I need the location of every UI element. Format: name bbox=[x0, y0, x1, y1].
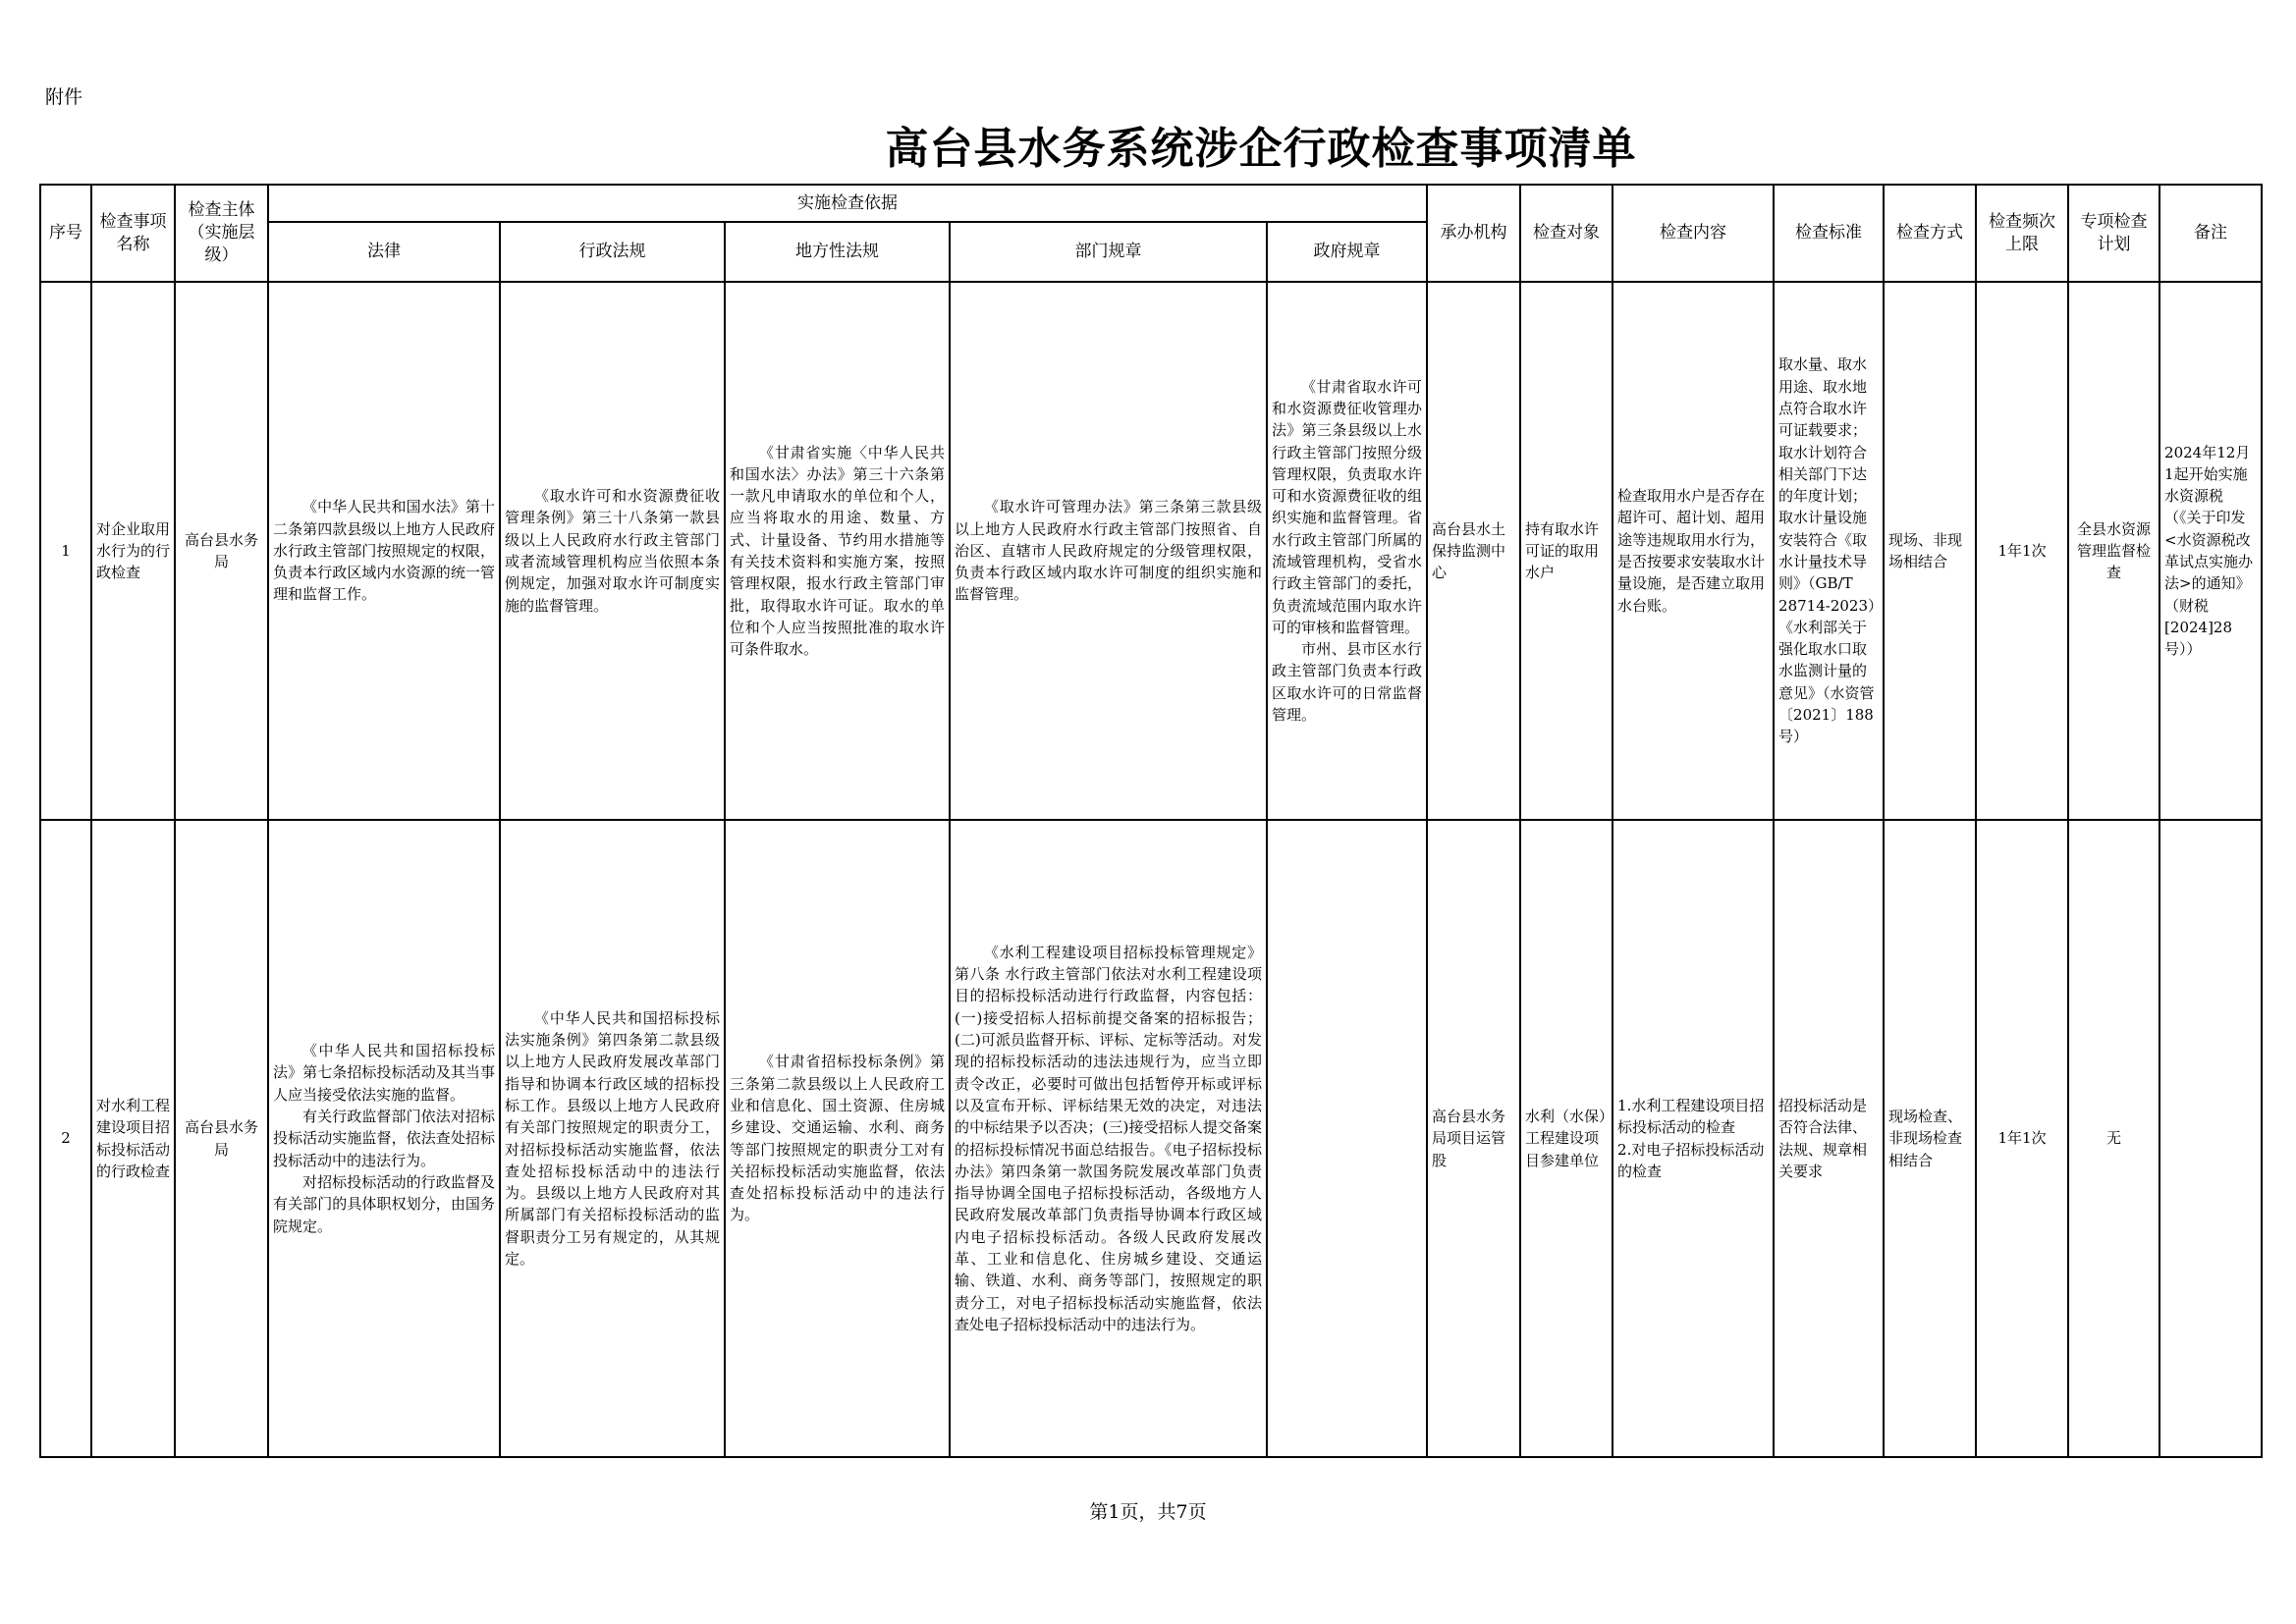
cell-local-reg bbox=[725, 820, 950, 1457]
cell-target: 水利（水保）工程建设项目参建单位 bbox=[1520, 820, 1613, 1457]
cell-content: 1.水利工程建设项目招标投标活动的检查 2.对电子招标投标活动的检查 bbox=[1613, 820, 1774, 1457]
cell-content: 检查取用水户是否存在超许可、超计划、超用途等违规取用水行为，是否按要求安装取水计量设施，是否建立取用水台账。 bbox=[1613, 282, 1774, 820]
page-footer: 第1页，共7页 bbox=[1089, 1501, 1207, 1523]
header-frequency: 检查频次 上限 bbox=[1976, 185, 2068, 282]
cell-frequency: 1年1次 bbox=[1976, 820, 2068, 1457]
cell-seq: 1 bbox=[40, 282, 91, 820]
header-gov-rule: 政府规章 bbox=[1267, 222, 1427, 282]
cell-subject: 高台县水务局 bbox=[175, 282, 268, 820]
header-standard: 检查标准 bbox=[1774, 185, 1884, 282]
basis-paragraph: 《甘肃省实施〈中华人民共和国水法〉办法》第三十六条第一款凡申请取水的单位和个人，应当将取水的用途、数量、方式、计量设备、节约用水措施等有关技术资料和实施方案，按照管理权限，报水行政主管部门审批，取得取水许可证。取水的单位和个人应当按照批准的取水许可条件取水。 bbox=[730, 443, 945, 659]
cell-frequency: 1年1次 bbox=[1976, 282, 2068, 820]
table-row bbox=[40, 282, 2262, 820]
cell-standard: 取水量、取水用途、取水地点符合取水许可证载要求；取水计划符合相关部门下达的年度计划；取水计量设施安装符合《取水计量技术导则》（GB/T 28714-2023）《水利部关于强化取水口取水监测计量的意见》（水资管〔2021〕188号） bbox=[1774, 282, 1884, 820]
basis-paragraph: 《中华人民共和国招标投标法》第七条招标投标活动及其当事人应当接受依法实施的监督。 bbox=[273, 1042, 495, 1104]
cell-admin-reg bbox=[500, 282, 725, 820]
cell-method: 现场检查、非现场检查相结合 bbox=[1884, 820, 1976, 1457]
header-admin-reg: 行政法规 bbox=[500, 222, 725, 282]
cell-admin-reg bbox=[500, 820, 725, 1457]
basis-paragraph: 《取水许可管理办法》第三条第三款县级以上地方人民政府水行政主管部门按照省、自治区、直辖市人民政府规定的分级管理权限，负责本行政区域内取水许可制度的组织实施和监督管理。 bbox=[955, 498, 1262, 604]
cell-target: 持有取水许可证的取用水户 bbox=[1520, 282, 1613, 820]
header-content: 检查内容 bbox=[1613, 185, 1774, 282]
cell-item-name: 对水利工程建设项目招标投标活动的行政检查 bbox=[91, 820, 175, 1457]
cell-subject: 高台县水务局 bbox=[175, 820, 268, 1457]
header-target: 检查对象 bbox=[1520, 185, 1613, 282]
cell-standard: 招投标活动是否符合法律、法规、规章相关要求 bbox=[1774, 820, 1884, 1457]
basis-paragraph: 《甘肃省取水许可和水资源费征收管理办法》第三条县级以上水行政主管部门按照分级管理权限，负责取水许可和水资源费征收的组织实施和监督管理。省水行政主管部门所属的流域管理机构，受省水行政主管部门的委托，负责流域范围内取水许可的审核和监督管理。 bbox=[1272, 377, 1423, 636]
cell-method: 现场、非现场相结合 bbox=[1884, 282, 1976, 820]
header-remark: 备注 bbox=[2159, 185, 2262, 282]
cell-local-reg bbox=[725, 282, 950, 820]
table-row bbox=[40, 820, 2262, 1457]
header-plan: 专项检查 计划 bbox=[2068, 185, 2159, 282]
cell-gov-rule bbox=[1267, 820, 1427, 1457]
header-item-name: 检查事项 名称 bbox=[91, 185, 175, 282]
cell-dept-rule bbox=[950, 282, 1267, 820]
basis-paragraph: 市州、县市区水行政主管部门负责本行政区取水许可的日常监督管理。 bbox=[1272, 640, 1423, 725]
basis-paragraph: 《中华人民共和国水法》第十二条第四款县级以上地方人民政府水行政主管部门按照规定的权限，负责本行政区域内水资源的统一管理和监督工作。 bbox=[273, 498, 495, 604]
basis-paragraph: 《中华人民共和国招标投标法实施条例》第四条第二款县级以上地方人民政府发展改革部门指导和协调本行政区域的招标投标工作。县级以上地方人民政府有关部门按照规定的职责分工，对招标投标活动实施监督，依法查处招标投标活动中的违法行为。县级以上地方人民政府对其所属部门有关招标投标活动的监督职责分工另有规定的，从其规定。 bbox=[505, 1008, 720, 1268]
header-basis: 实施检查依据 bbox=[268, 185, 1427, 222]
cell-dept-rule bbox=[950, 820, 1267, 1457]
basis-paragraph: 《取水许可和水资源费征收管理条例》第三十八条第一款县级以上人民政府水行政主管部门或者流域管理机构应当依照本条例规定，加强对取水许可制度实施的监督管理。 bbox=[505, 487, 720, 615]
page-title: 高台县水务系统涉企行政检查事项清单 bbox=[885, 124, 1637, 174]
cell-remark: 2024年12月1起开始实施水资源税（《关于印发<水资源税改革试点实施办法>的通知》（财税[2024]28号）） bbox=[2159, 282, 2262, 820]
basis-paragraph: 《甘肃省招标投标条例》第三条第二款县级以上人民政府工业和信息化、国土资源、住房城乡建设、交通运输、水利、商务等部门按照规定的职责分工对有关招标投标活动实施监督，依法查处招标投标活动中的违法行为。 bbox=[730, 1053, 945, 1224]
cell-plan: 全县水资源管理监督检查 bbox=[2068, 282, 2159, 820]
cell-law bbox=[268, 282, 500, 820]
header-local-reg: 地方性法规 bbox=[725, 222, 950, 282]
header-law: 法律 bbox=[268, 222, 500, 282]
cell-plan: 无 bbox=[2068, 820, 2159, 1457]
header-dept-rule: 部门规章 bbox=[950, 222, 1267, 282]
basis-paragraph: 对招标投标活动的行政监督及有关部门的具体职权划分，由国务院规定。 bbox=[273, 1172, 495, 1235]
header-subject: 检查主体 （实施层 级） bbox=[175, 185, 268, 282]
cell-agency: 高台县水土保持监测中心 bbox=[1427, 282, 1520, 820]
cell-law bbox=[268, 820, 500, 1457]
cell-gov-rule bbox=[1267, 282, 1427, 820]
header-method: 检查方式 bbox=[1884, 185, 1976, 282]
header-seq: 序号 bbox=[40, 185, 91, 282]
cell-agency: 高台县水务局项目运管股 bbox=[1427, 820, 1520, 1457]
cell-item-name: 对企业取用水行为的行政检查 bbox=[91, 282, 175, 820]
inspection-table bbox=[39, 184, 2263, 1458]
attachment-label: 附件 bbox=[45, 86, 83, 108]
header-agency: 承办机构 bbox=[1427, 185, 1520, 282]
cell-remark bbox=[2159, 820, 2262, 1457]
basis-paragraph: 《水利工程建设项目招标投标管理规定》第八条 水行政主管部门依法对水利工程建设项目的招标投标活动进行行政监督，内容包括：(一)接受招标人招标前提交备案的招标报告；(二)可派员监督开标、评标、定标等活动。对发现的招标投标活动的违法违规行为，应当立即责令改正，必要时可做出包括暂停开标或评标以及宣布开标、评标结果无效的决定，对违法的中标结果予以否决；(三)接受招标人提交备案的招标投标情况书面总结报告。《电子招标投标办法》第四条第一款国务院发展改革部门负责指导协调全国电子招标投标活动，各级地方人民政府发展改革部门负责指导协调本行政区域内电子招标投标活动。各级人民政府发展改革、工业和信息化、住房城乡建设、交通运输、铁道、水利、商务等部门，按照规定的职责分工，对电子招标投标活动实施监督，依法查处电子招标投标活动中的违法行为。 bbox=[955, 943, 1262, 1333]
cell-seq: 2 bbox=[40, 820, 91, 1457]
basis-paragraph: 有关行政监督部门依法对招标投标活动实施监督，依法查处招标投标活动中的违法行为。 bbox=[273, 1108, 495, 1169]
